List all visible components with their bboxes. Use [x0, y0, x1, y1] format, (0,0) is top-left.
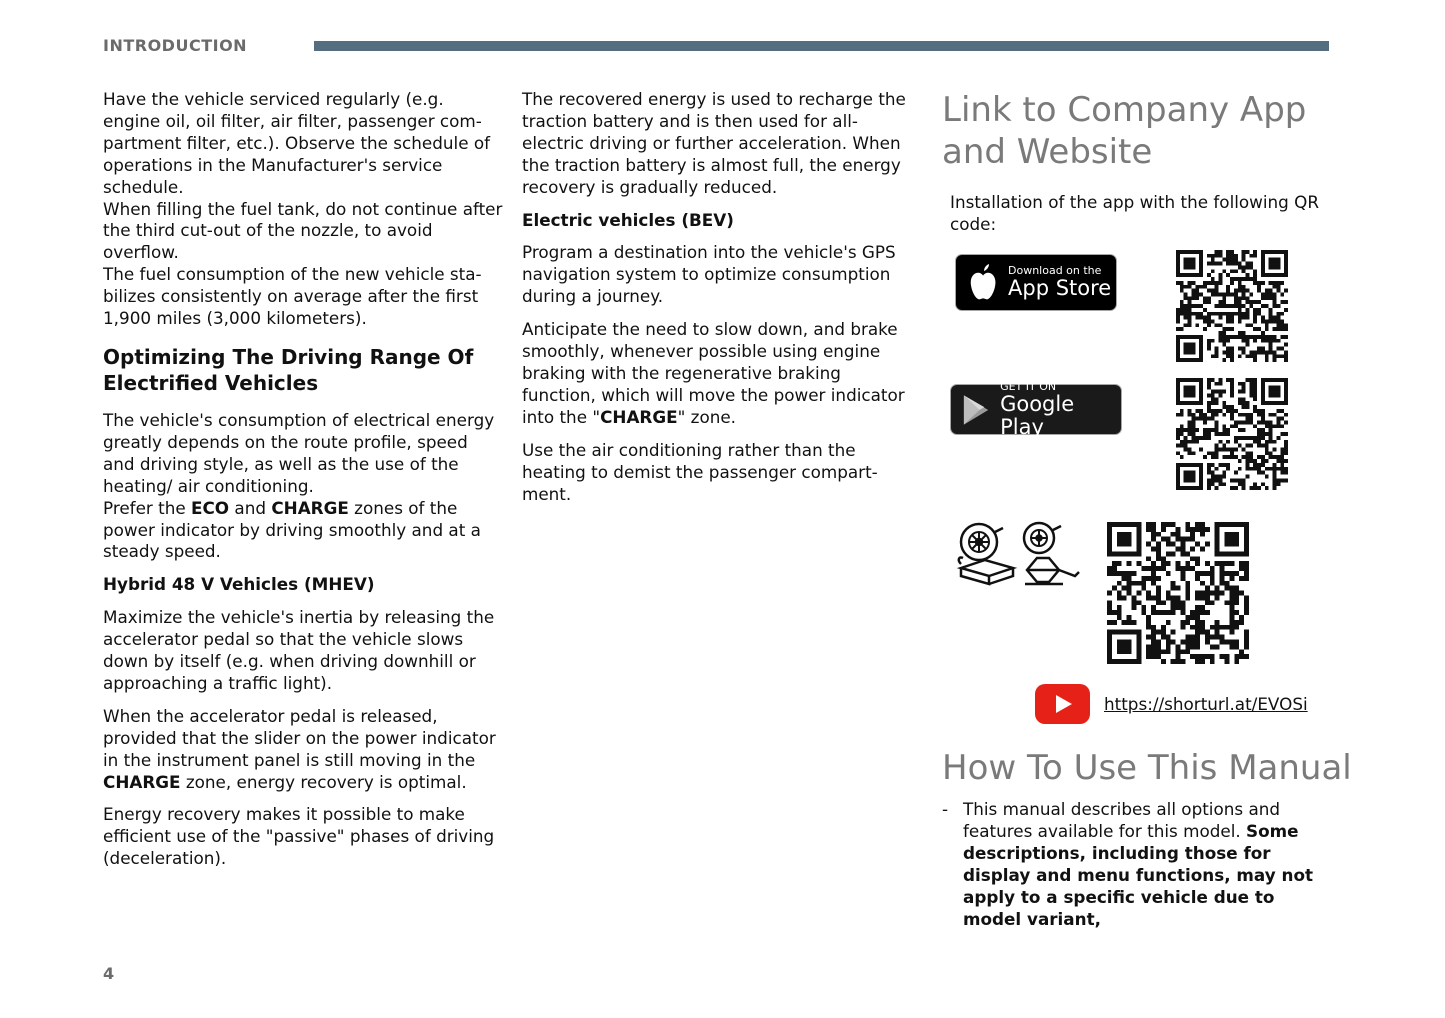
list-bullet: - — [942, 799, 949, 819]
car-jack-icon — [1024, 523, 1079, 584]
bold-charge: CHARGE — [271, 497, 349, 518]
section-label: INTRODUCTION — [103, 36, 248, 55]
text-run: zone, energy recovery is optimal. — [180, 771, 467, 792]
paragraph-eco-charge — [103, 498, 503, 564]
youtube-icon[interactable] — [1035, 684, 1090, 724]
paragraph-fuel-consumption: The fuel consumption of the new vehicle sta-bilizes consistently on average after the first 1,900 miles (3,000 kilometers). — [103, 264, 482, 329]
subheading-bev: Electric vehicles (BEV) — [522, 209, 734, 230]
google-play-text — [1000, 381, 1121, 439]
google-play-badge[interactable] — [950, 379, 1122, 439]
website-qr-code[interactable] — [1107, 522, 1249, 664]
paragraph-electrical-consumption: The vehicle's consumption of electrical energy greatly depends on the route profile, speed and driving style, as well as the use of the heating/ air conditioning. — [103, 409, 495, 496]
paragraph-inertia: Maximize the vehicle's inertia by releasing the accelerator pedal so that the vehicle slows down by itself (e.g. when driving downhill or approaching a traffic light). — [103, 607, 495, 693]
section-divider-bar — [314, 41, 1329, 51]
bold-charge: CHARGE — [600, 406, 678, 427]
text-run: Anticipate the need to slow down, and brake smoothly, whenever possible using engine braking with the regenerative braking function, which will move the power indicator into the " — [522, 319, 905, 427]
manual-section-title: How To Use This Manual — [942, 748, 1352, 788]
shorturl-link[interactable]: https://shorturl.at/EVOSi — [1104, 694, 1308, 714]
subheading-mhev: Hybrid 48 V Vehicles (MHEV) — [103, 574, 375, 595]
text-run: Prefer the — [103, 497, 192, 518]
tire-compressor-icon — [959, 524, 1013, 584]
google-play-small-label: GET IT ON — [1000, 379, 1057, 393]
page-number: 4 — [103, 964, 115, 983]
heading-driving-range: Optimizing The Driving Range Of Electrified Vehicles — [103, 344, 474, 395]
text-run: and — [229, 497, 272, 518]
text-run: " zone. — [677, 406, 737, 427]
paragraph-pedal-released — [103, 706, 503, 794]
column-2 — [522, 89, 907, 516]
paragraph-recovered-energy: The recovered energy is used to recharge the traction battery and is then used for all-electric driving or further acceleration. When the traction battery is almost full, the energy recovery is gradually reduced. — [522, 89, 906, 197]
app-store-badge[interactable] — [955, 254, 1117, 311]
app-store-qr-code[interactable] — [1176, 250, 1288, 362]
paragraph-fuel-tank: When filling the fuel tank, do not continue after the third cut-out of the nozzle, to avoid overflow. — [103, 198, 503, 263]
paragraph-air-conditioning: Use the air conditioning rather than the heating to demist the passenger compart-ment. — [522, 439, 878, 504]
paragraph-energy-recovery: Energy recovery makes it possible to make efficient use of the "passive" phases of driving (deceleration). — [103, 804, 495, 869]
google-play-qr-code[interactable] — [1176, 378, 1288, 490]
paragraph-anticipate — [522, 319, 907, 429]
text-run: When the accelerator pedal is released, provided that the slider on the power indicator in the instrument panel is still moving in the — [103, 705, 496, 770]
play-store-icon — [961, 393, 992, 427]
app-section-title: Link to Company App and Website — [942, 90, 1307, 172]
bold-eco: ECO — [191, 497, 230, 518]
app-store-small-label: Download on the — [1008, 264, 1102, 277]
bold-charge: CHARGE — [103, 771, 181, 792]
paragraph-service: Have the vehicle serviced regularly (e.g. engine oil, oil filter, air filter, passenger com-partment filter, etc.). Observe the schedule of operations in the Manufacturer's service schedule. — [103, 89, 491, 197]
manual-list — [942, 799, 1332, 930]
google-play-label: Google Play — [1000, 391, 1075, 439]
list-item — [963, 799, 1332, 930]
text-run: This manual describes all options and features available for this model. — [963, 799, 1281, 841]
apple-icon — [966, 263, 1000, 303]
tire-repair-icons — [955, 520, 1085, 590]
install-instructions: Installation of the app with the following QR code: — [950, 192, 1320, 234]
bold-text-run: Some descriptions, including those for display and menu functions, may not apply to a specific vehicle due to model variant, — [963, 820, 1314, 929]
paragraph-gps: Program a destination into the vehicle's GPS navigation system to optimize consumption during a journey. — [522, 242, 896, 307]
app-store-text — [1008, 265, 1111, 300]
column-1 — [103, 89, 503, 881]
text-run: zones of the power indicator by driving smoothly and at a steady speed. — [103, 497, 481, 562]
app-store-label: App Store — [1008, 276, 1112, 300]
